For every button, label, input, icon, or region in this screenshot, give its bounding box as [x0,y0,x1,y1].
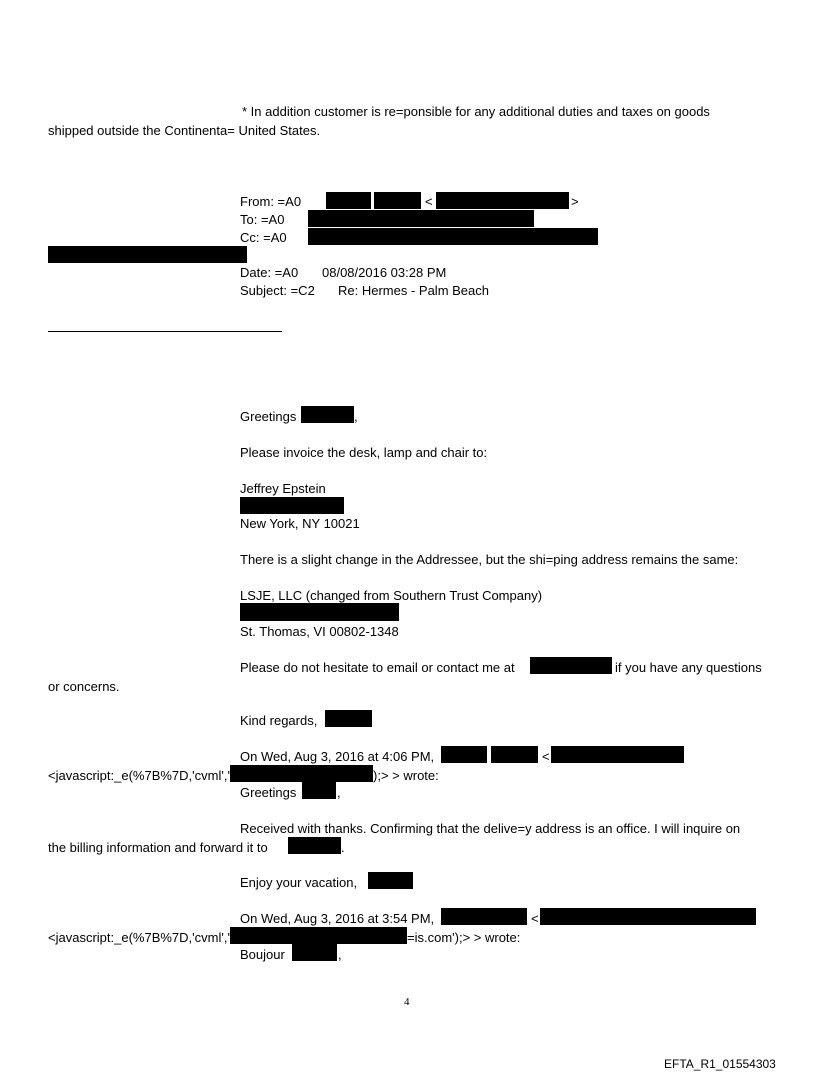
redaction-quote2-name [441,908,527,925]
to-label: To: =A0 [240,212,285,227]
redaction-quote1-forward-name [288,837,341,854]
address1-city: New York, NY 10021 [240,516,360,531]
quote1-paragraph-a: Received with thanks. Confirming that the delive=y address is an office. I will inquire on [240,821,741,836]
quote1-js-end: );> > wrote: [373,768,439,783]
greeting: Greetings [240,409,297,424]
quote1-js: <javascript:_e(%7B%7D,'cvml',' [48,768,230,783]
subject-value: Re: Hermes - Palm Beach [338,283,489,298]
redaction-quote1-first [441,746,487,763]
contact-paragraph-c: or concerns. [48,679,120,694]
change-paragraph: There is a slight change in the Addressee, but the shi=ping address remains the same: [240,552,739,567]
redaction-cc [308,228,598,245]
quote1-on-line: On Wed, Aug 3, 2016 at 4:06 PM, [240,749,435,764]
address2-city: St. Thomas, VI 00802-1348 [240,624,399,639]
redaction-from-first [326,192,371,209]
quote2-js-end: =is.com');> > wrote: [407,930,521,945]
redaction-quote1-greeting-name [302,782,336,799]
redaction-quote2-greeting-name [292,944,337,961]
redaction-quote2-email [540,908,756,925]
quote1-lt: < [542,749,550,764]
from-label: From: =A0 [240,194,302,209]
separator-line [48,331,282,332]
quote1-paragraph-b: the billing information and forward it to [48,840,268,855]
from-gt: > [571,194,579,209]
redaction-from-last [374,192,421,209]
quote1-greeting: Greetings [240,785,297,800]
redaction-from-email [436,192,569,209]
quote1-period: . [341,840,345,855]
intro-line-1: * In addition customer is re=ponsible for any additional duties and taxes on goods [242,104,710,119]
contact-paragraph-a: Please do not hesitate to email or contact me at [240,660,515,675]
redaction-quote1-enjoy-name [368,872,413,889]
contact-paragraph-b: if you have any questions [615,660,762,675]
quote1-comma: , [337,785,341,800]
quote2-lt: < [531,911,539,926]
redaction-quote2-js-email [230,927,407,944]
quote2-on-line: On Wed, Aug 3, 2016 at 3:54 PM, [240,911,435,926]
subject-label: Subject: =C2 [240,283,315,298]
quote2-greeting: Boujour [240,947,285,962]
cc-label: Cc: =A0 [240,230,287,245]
address2-name: LSJE, LLC (changed from Southern Trust Company) [240,588,543,603]
redaction-signature [325,710,372,727]
kind-regards: Kind regards, [240,713,318,728]
redaction-quote1-last [491,746,538,763]
quote1-enjoy: Enjoy your vacation, [240,875,358,890]
redaction-contact-phone [530,657,612,674]
date-value: 08/08/2016 03:28 PM [322,265,447,280]
document-id: EFTA_R1_01554303 [664,1057,776,1071]
from-lt: < [425,194,433,209]
redaction-to [308,210,534,227]
invoice-paragraph: Please invoice the desk, lamp and chair to: [240,445,488,460]
date-label: Date: =A0 [240,265,299,280]
quote2-js: <javascript:_e(%7B%7D,'cvml',' [48,930,230,945]
intro-line-2: shipped outside the Continenta= United States. [48,123,321,138]
redaction-cc-continued [48,246,247,263]
quote2-comma: , [338,947,342,962]
redaction-quote1-email [551,746,684,763]
redaction-greeting-name [301,406,354,423]
redaction-quote1-js-email [230,765,373,782]
page-number: 4 [404,996,410,1008]
redaction-address2-street [240,603,399,621]
redaction-address1-street [240,497,344,514]
greeting-comma: , [354,409,358,424]
address1-name: Jeffrey Epstein [240,481,326,496]
